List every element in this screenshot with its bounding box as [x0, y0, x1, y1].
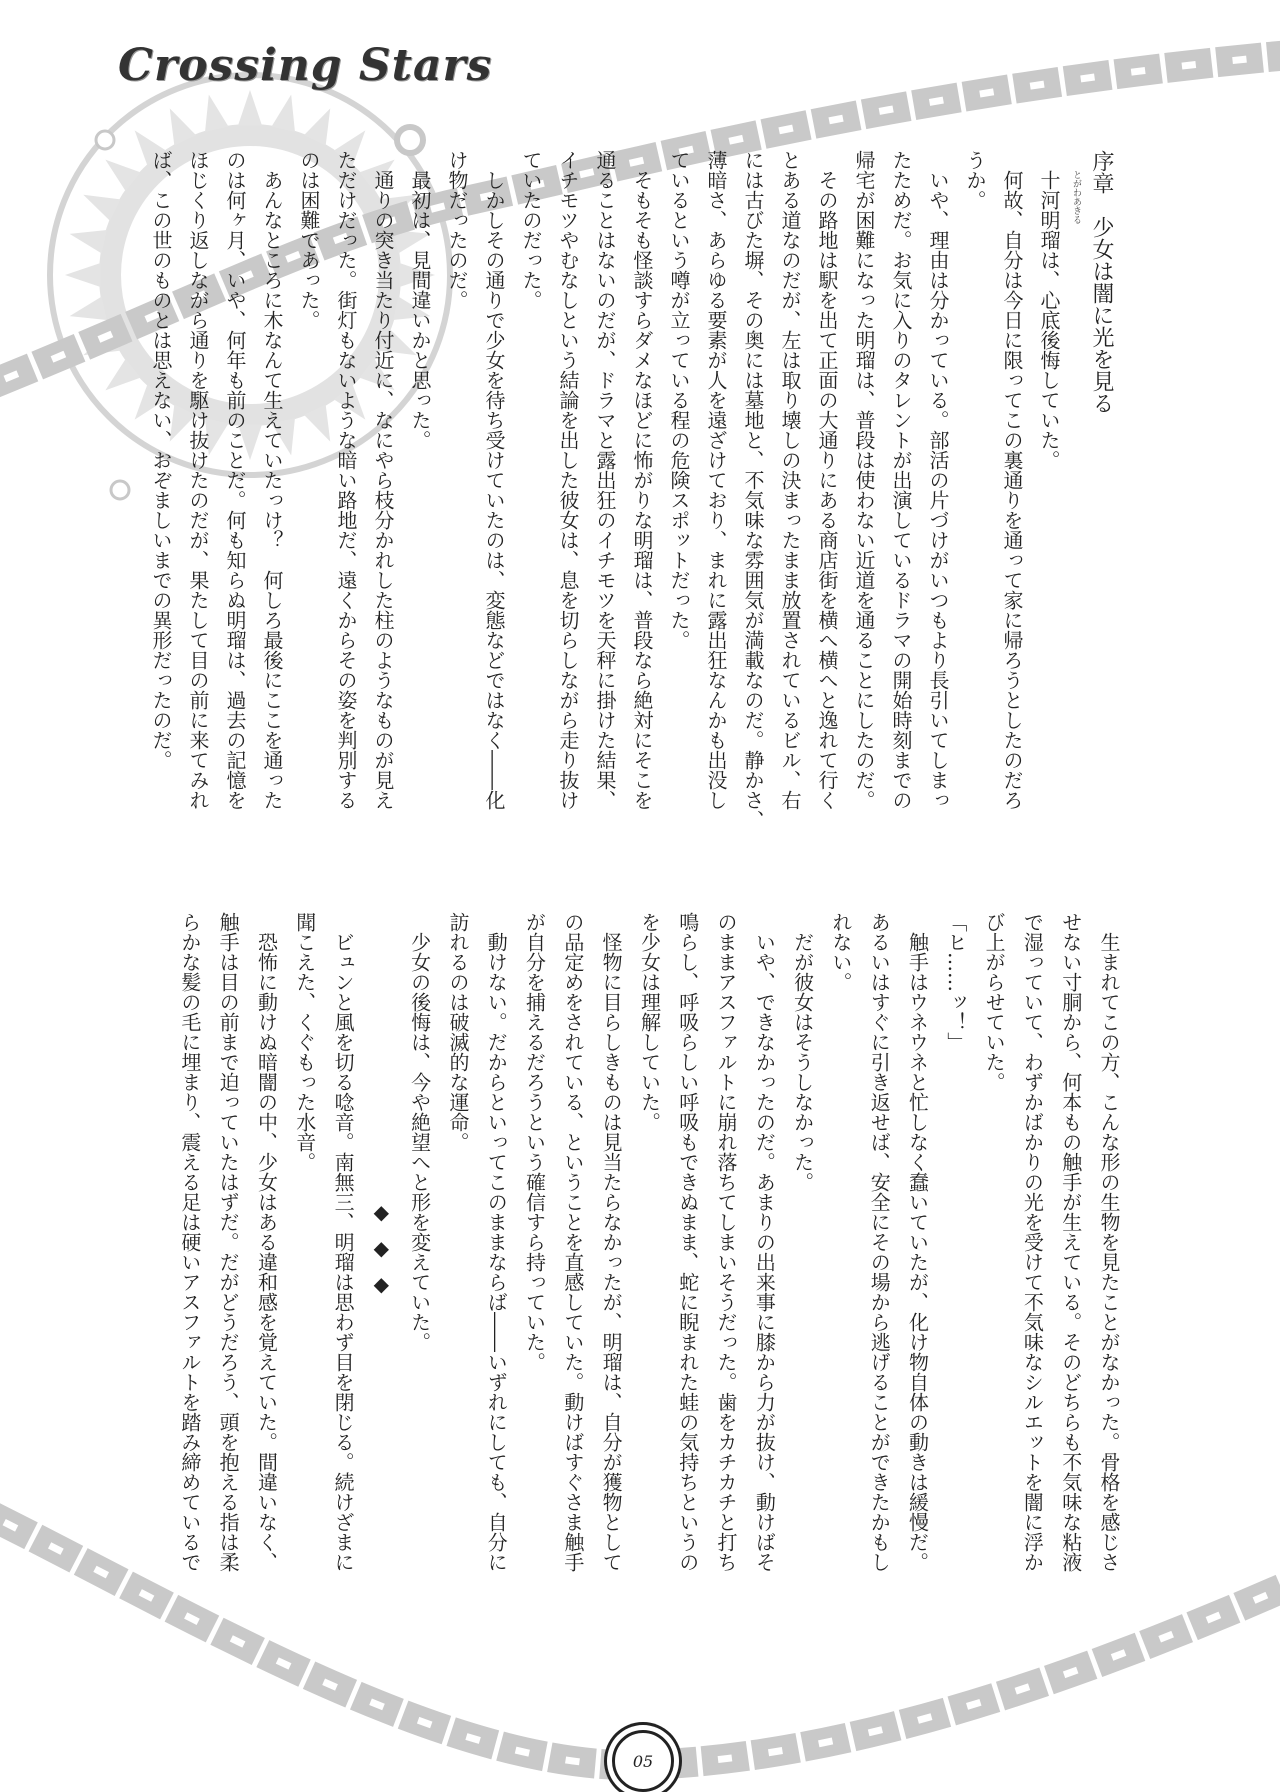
text-line: 薄暗さ、あらゆる要素が人を遠ざけており、まれに露出狂なんかも出没し [704, 150, 728, 810]
furigana-ruby: とがわあきる [1071, 170, 1081, 224]
sun-spike [65, 263, 100, 287]
text-line-content: 十河明瑠は、心底後悔していた。 [1037, 150, 1061, 470]
text-line: ほじくり返しながら通りを駆け抜けたのだが、果たして目の前に来てみれ [186, 150, 210, 810]
text-line: 何故、自分は今日に限ってこの裏通りを通って家に帰ろうとしたのだろ [1000, 150, 1024, 810]
text-line: れない。 [828, 912, 853, 992]
text-line [1030, 150, 1083, 850]
text-line: 通ることはないのだが、ドラマと露出狂のイチモツを天秤に掛けた結果、 [593, 150, 617, 810]
text-line: 生まれてこの方、こんな形の生物を見たことがなかった。骨格を感じさ [1097, 912, 1121, 1572]
text-line: うか。 [963, 150, 987, 210]
text-line: ていたのだった。 [519, 150, 543, 310]
text-line: しかしその通りで少女を待ち受けていたのは、変態などではなく――化 [482, 150, 506, 810]
text-line: その路地は駅を出て正面の大通りにある商店街を横へ横へと逸れて行く [815, 150, 839, 810]
book-title-header: Crossing Stars [118, 40, 493, 91]
text-line: には古びた塀、その奥には墓地と、不気味な雰囲気が満載なのだ。静かさ、 [741, 150, 765, 830]
chapter-title: 序章 少女は闇に光を見る [1089, 150, 1114, 414]
text-line: のままアスファルトに崩れ落ちてしまいそうだった。歯をカチカチと打ち [714, 912, 739, 1572]
text-line: とある道なのだが、左は取り壊しの決まったまま放置されているビル、右 [778, 150, 802, 810]
text-line: いや、理由は分かっている。部活の片づけがいつもより長引いてしまっ [926, 150, 950, 810]
text-line: あんなところに木なんて生えていたっけ？ 何しろ最後にここを通った [260, 150, 284, 810]
sun-spike [205, 95, 228, 132]
sun-spike [70, 297, 107, 320]
text-line: いや、できなかったのだ。あまりの出来事に膝から力が抜け、動けばそ [752, 912, 777, 1572]
text-line: ているという噂が立っている程の危険スポットだった。 [667, 150, 691, 650]
text-line: ただけだった。街灯もないような暗い路地だ、遠くからその姿を判別する [334, 150, 358, 810]
text-line: 帰宅が困難になった明瑠は、普段は使わない近道を通ることにしたのだ。 [852, 150, 876, 810]
text-line: が自分を捕えるだろうという確信すら持っていた。 [522, 912, 547, 1372]
text-line: あるいはすぐに引き返せば、安全にその場から逃げることができたかもし [867, 912, 892, 1572]
text-line: 恐怖に動けぬ暗闇の中、少女はある違和感を覚えていた。間違いなく、 [254, 912, 279, 1572]
text-line: 触手は目の前まで迫っていたはずだ。だがどうだろう、頭を抱える指は柔 [216, 912, 241, 1572]
text-line: たためだ。お気に入りのタレントが出演しているドラマの開始時刻までの [889, 150, 913, 810]
sun-spike [238, 90, 262, 125]
text-line: 通りの突き当たり付近に、なにやら枝分かれした柱のようなものが見え [371, 150, 395, 810]
text-line: のは困難であった。 [297, 150, 321, 330]
text-block-bottom [171, 912, 1128, 1612]
text-block-top [142, 150, 1120, 850]
text-line: び上がらせていた。 [982, 912, 1007, 1092]
text-line: イチモツやむなしという結論を出した彼女は、息を切らしながら走り抜け [556, 150, 580, 810]
text-line: 鳴らし、呼吸らしい呼吸もできぬまま、蛇に睨まれた蛙の気持ちというの [675, 912, 700, 1572]
text-line: 少女の後悔は、今や絶望へと形を変えていた。 [407, 912, 432, 1352]
text-line: の品定めをされている、ということを直感していた。動けばすぐさま触手 [560, 912, 585, 1572]
page-number: 05 [612, 1730, 674, 1792]
text-line: せない寸胴から、何本もの触手が生えている。そのどちらも不気味な粘液 [1058, 912, 1083, 1572]
text-line: で湿っていて、わずかばかりの光を受けて不気味なシルエットを闇に浮か [1020, 912, 1045, 1572]
sun-spike [70, 230, 107, 253]
text-line: 聞こえた、くぐもった水音。 [292, 912, 317, 1172]
text-line: ば、この世のものとは思えない、おぞましいまでの異形だったのだ。 [149, 150, 173, 770]
text-line: のは何ヶ月、いや、何年も前のことだ。何も知らぬ明瑠は、過去の記憶を [223, 150, 247, 810]
text-line: だが彼女はそうしなかった。 [790, 912, 815, 1192]
text-line: ビュンと風を切る唸音。南無三、明瑠は思わず目を閉じる。続けざまに [331, 912, 356, 1572]
sun-spike [272, 95, 295, 132]
text-line: 訪れるのは破滅的な運命。 [445, 912, 470, 1152]
text-line: 動けない。だからといってこのままならば――いずれにしても、自分に [484, 912, 509, 1572]
text-line: 触手はウネウネと忙しなく蠢いていたが、化け物自体の動きは緩慢だ。 [905, 912, 930, 1572]
text-line: 怪物に目らしきものは見当たらなかったが、明瑠は、自分が獲物として [599, 912, 624, 1572]
section-break-diamonds: ◆◆◆ [369, 912, 394, 1308]
text-line: そもそも怪談すらダメなほどに怖がりな明瑠は、普段なら絶対にそこを [630, 150, 654, 810]
text-line: を少女は理解していた。 [637, 912, 662, 1132]
text-line: 「ヒ……ッ！」 [943, 912, 968, 1052]
text-line: 最初は、見間違いかと思った。 [408, 150, 432, 450]
text-line: らかな髪の毛に埋まり、震える足は硬いアスファルトを踏み締めているで [177, 912, 202, 1572]
text-line: け物だったのだ。 [445, 150, 469, 310]
